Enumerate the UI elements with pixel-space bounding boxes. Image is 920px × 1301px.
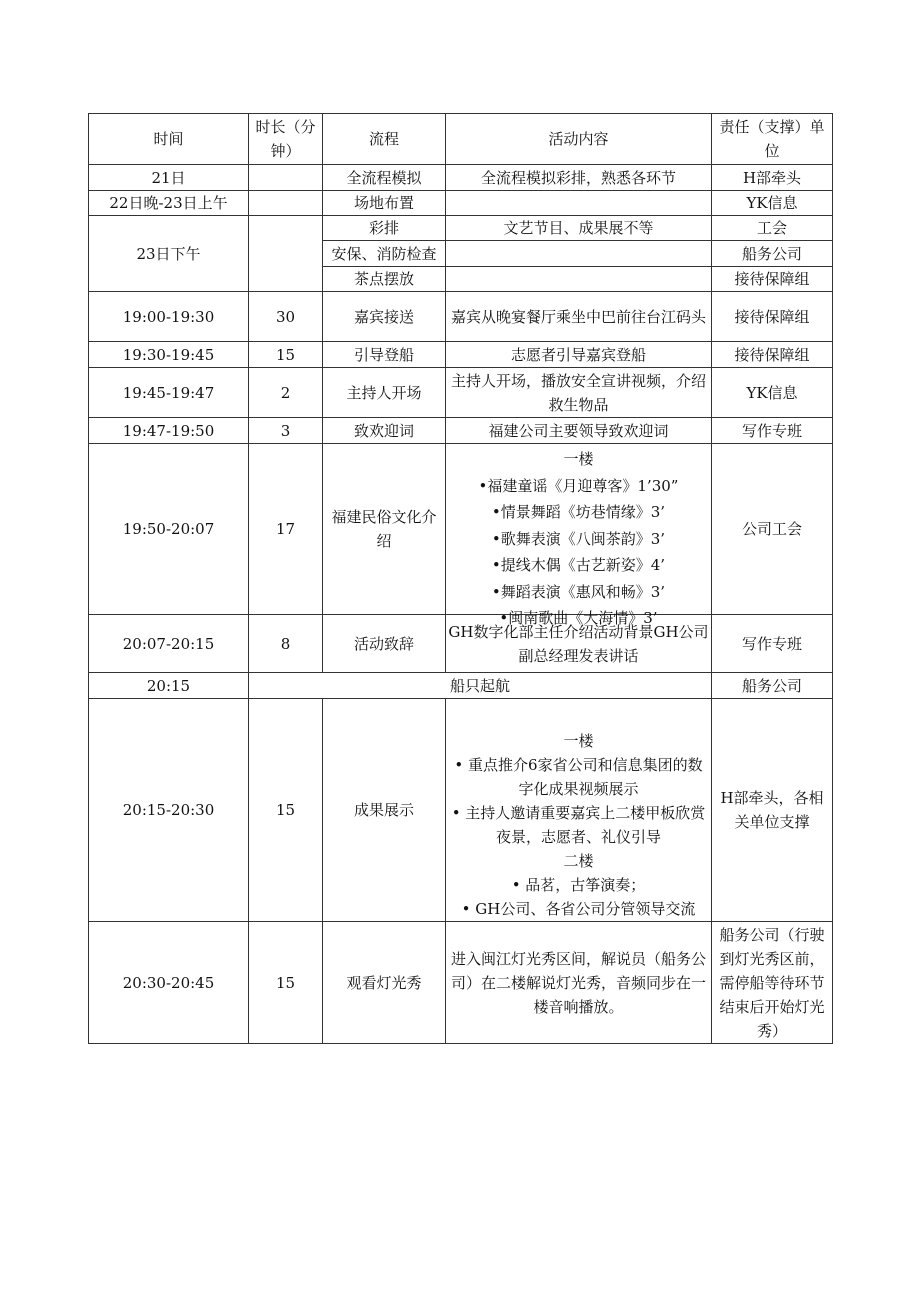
list-item: • 品茗，古筝演奏；	[511, 876, 646, 894]
cell-owner: 接待保障组	[712, 342, 833, 368]
cell-duration: 30	[249, 292, 323, 342]
cell-owner: 船务公司（行驶到灯光秀区前，需停船等待环节结束后开始灯光秀）	[712, 922, 833, 1044]
table-row	[89, 292, 833, 342]
cell-owner: YK信息	[712, 368, 833, 418]
cell-time: 19:30-19:45	[89, 342, 249, 368]
list-item: •歌舞表演《八闽茶韵》3’	[491, 529, 666, 548]
table-row	[89, 216, 833, 241]
header-time: 时间	[89, 114, 249, 165]
cell-content: 嘉宾从晚宴餐厅乘坐中巴前往台江码头	[446, 292, 712, 342]
cell-owner: 公司工会	[712, 444, 833, 615]
cell-time: 23日下午	[89, 216, 249, 292]
cell-content: GH数字化部主任介绍活动背景GH公司副总经理发表讲话	[446, 615, 712, 673]
cell-process: 彩排	[323, 216, 446, 241]
table-row	[89, 922, 833, 1044]
cell-duration: 2	[249, 368, 323, 418]
cell-time: 20:30-20:45	[89, 922, 249, 1044]
cell-time: 20:15-20:30	[89, 699, 249, 922]
cell-process: 成果展示	[323, 699, 446, 922]
cell-process: 主持人开场	[323, 368, 446, 418]
cell-owner: 船务公司	[712, 241, 833, 267]
cell-process: 安保、消防检查	[323, 241, 446, 267]
cell-time: 19:50-20:07	[89, 444, 249, 615]
cell-content: 文艺节目、成果展不等	[446, 216, 712, 241]
cell-content	[446, 241, 712, 267]
cell-owner: H部牵头，各相关单位支撑	[712, 699, 833, 922]
cell-time: 19:00-19:30	[89, 292, 249, 342]
cell-time: 19:45-19:47	[89, 368, 249, 418]
cell-time: 19:47-19:50	[89, 418, 249, 444]
table-row	[89, 342, 833, 368]
list-item: •闽南歌曲《大海情》3’	[499, 609, 658, 627]
list-item: • 主持人邀请重要嘉宾上二楼甲板欣赏夜景，志愿者、礼仪引导	[451, 804, 706, 846]
cell-content: 福建公司主要领导致欢迎词	[446, 418, 712, 444]
cell-content-list	[446, 699, 712, 922]
cell-process: 场地布置	[323, 191, 446, 216]
table-row	[89, 191, 833, 216]
cell-owner: 接待保障组	[712, 292, 833, 342]
cell-process: 福建民俗文化介绍	[323, 444, 446, 615]
table-row	[89, 673, 833, 699]
cell-duration	[249, 191, 323, 216]
cell-time: 20:15	[89, 673, 249, 699]
table-row	[89, 615, 833, 673]
floor-label: 一楼	[563, 450, 594, 468]
cell-duration: 15	[249, 922, 323, 1044]
cell-content-list	[446, 444, 712, 627]
cell-content: 全流程模拟彩排，熟悉各环节	[446, 165, 712, 191]
table-row	[89, 368, 833, 418]
cell-owner: 船务公司	[712, 673, 833, 699]
cell-process: 嘉宾接送	[323, 292, 446, 342]
cell-owner: 写作专班	[712, 615, 833, 673]
cell-process: 活动致辞	[323, 615, 446, 673]
header-content: 活动内容	[446, 114, 712, 165]
list-item: •舞蹈表演《惠风和畅》3’	[491, 582, 666, 601]
cell-duration: 3	[249, 418, 323, 444]
header-row	[89, 114, 833, 165]
cell-process: 观看灯光秀	[323, 922, 446, 1044]
cell-duration: 8	[249, 615, 323, 673]
list-item: •提线木偶《古艺新姿》4’	[491, 556, 666, 574]
floor-label: 一楼	[563, 732, 594, 750]
cell-duration: 17	[249, 444, 323, 615]
list-item: • 重点推介6家省公司和信息集团的数字化成果视频展示	[454, 756, 703, 798]
cell-duration: 15	[249, 699, 323, 922]
cell-process: 全流程模拟	[323, 165, 446, 191]
cell-duration: 15	[249, 342, 323, 368]
header-process: 流程	[323, 114, 446, 165]
cell-process: 茶点摆放	[323, 267, 446, 292]
cell-owner: H部牵头	[712, 165, 833, 191]
header-duration: 时长（分钟）	[249, 114, 323, 165]
cell-time: 22日晚-23日上午	[89, 191, 249, 216]
schedule-table	[88, 113, 833, 1044]
list-item: • GH公司、各省公司分管领导交流	[461, 900, 696, 918]
cell-merged: 船只起航	[249, 673, 712, 699]
cell-content	[446, 267, 712, 292]
cell-duration	[249, 216, 323, 292]
cell-content: 进入闽江灯光秀区间，解说员（船务公司）在二楼解说灯光秀，音频同步在一楼音响播放。	[446, 922, 712, 1044]
floor-label: 二楼	[563, 852, 594, 870]
table-row	[89, 418, 833, 444]
list-item: •福建童谣《月迎尊客》1’30”	[478, 476, 679, 495]
cell-owner: 写作专班	[712, 418, 833, 444]
cell-owner: 接待保障组	[712, 267, 833, 292]
cell-time: 20:07-20:15	[89, 615, 249, 673]
cell-duration	[249, 165, 323, 191]
cell-content	[446, 191, 712, 216]
cell-owner: 工会	[712, 216, 833, 241]
cell-process: 引导登船	[323, 342, 446, 368]
list-item: •情景舞蹈《坊巷情缘》3’	[491, 503, 666, 521]
cell-content: 志愿者引导嘉宾登船	[446, 342, 712, 368]
table-row	[89, 444, 833, 615]
cell-owner: YK信息	[712, 191, 833, 216]
header-owner: 责任（支撑）单位	[712, 114, 833, 165]
cell-process: 致欢迎词	[323, 418, 446, 444]
cell-content: 主持人开场，播放安全宣讲视频，介绍救生物品	[446, 368, 712, 418]
table-row	[89, 699, 833, 922]
table-row	[89, 165, 833, 191]
cell-time: 21日	[89, 165, 249, 191]
